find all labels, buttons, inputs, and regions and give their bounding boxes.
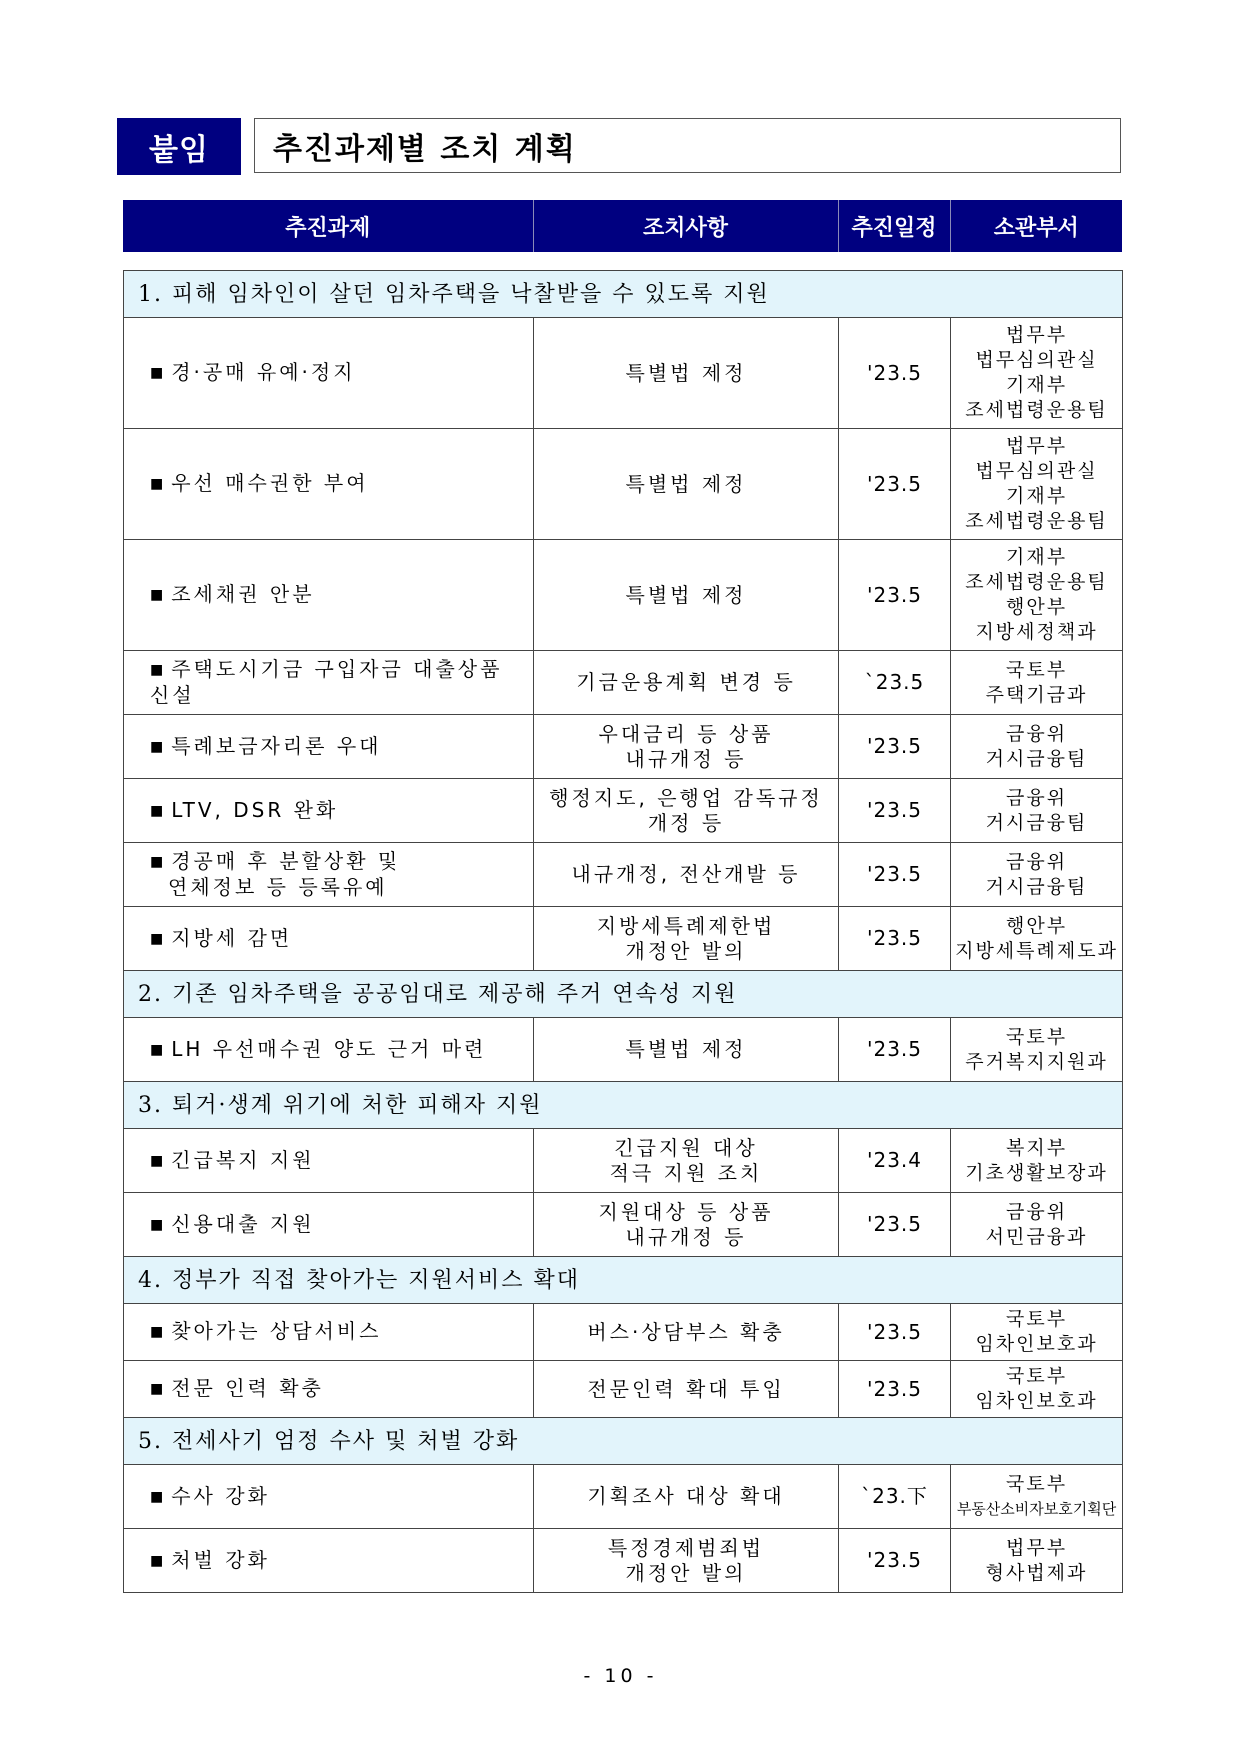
department-cell <box>951 843 1123 907</box>
action-text: 내규개정, 전산개발 등 <box>571 862 801 886</box>
square-bullet-icon: ■ <box>150 476 164 492</box>
action-text: 지방세특례제한법 <box>596 913 776 938</box>
action-text: 기획조사 대상 확대 <box>587 1484 785 1508</box>
department-text: 복지부 <box>1005 1136 1068 1159</box>
action-cell <box>534 1129 839 1193</box>
square-bullet-icon: ■ <box>150 1041 164 1058</box>
action-text: 내규개정 등 <box>625 1224 747 1249</box>
square-bullet-icon: ■ <box>150 1152 164 1169</box>
table-row <box>124 715 1123 779</box>
department-text: 조세법령운용팀 <box>965 399 1108 421</box>
department-cell <box>951 651 1123 715</box>
square-bullet-icon: ■ <box>150 802 164 819</box>
department-cell <box>951 318 1123 429</box>
department-cell <box>951 1018 1123 1082</box>
department-text: 법무심의관실 <box>975 349 1098 371</box>
action-text: 개정안 발의 <box>625 938 747 963</box>
square-bullet-icon: ■ <box>150 1381 164 1397</box>
department-text: 금융위 <box>1005 1200 1068 1223</box>
attachment-tag: 붙임 <box>117 118 241 175</box>
task-cell <box>124 429 534 540</box>
column-header-action: 조치사항 <box>533 200 838 252</box>
department-cell <box>951 907 1123 971</box>
department-cell <box>951 1129 1123 1193</box>
action-cell <box>534 1304 839 1361</box>
square-bullet-icon: ■ <box>150 662 164 678</box>
task-label: 우선 매수권한 부여 <box>171 471 369 495</box>
task-cell <box>124 1361 534 1418</box>
action-cell <box>534 1465 839 1529</box>
department-text: 금융위 <box>1005 786 1068 809</box>
table-row <box>124 1465 1123 1529</box>
department-cell <box>951 540 1123 651</box>
department-text: 임차인보호과 <box>975 1390 1098 1412</box>
page-title <box>254 118 1121 173</box>
schedule-cell: '23.5 <box>839 540 951 651</box>
department-text: 지방세정책과 <box>975 621 1098 643</box>
task-cell <box>124 540 534 651</box>
department-text: 기재부 <box>1005 546 1068 568</box>
schedule-cell: '23.5 <box>839 429 951 540</box>
department-text: 주거복지지원과 <box>965 1050 1108 1073</box>
task-label: LTV, DSR 완화 <box>171 797 339 822</box>
task-cell <box>124 651 534 715</box>
task-label: 특례보금자리론 우대 <box>171 733 382 758</box>
section-header-row <box>124 1082 1123 1129</box>
action-cell <box>534 651 839 715</box>
action-text: 개정 등 <box>647 810 725 835</box>
action-cell <box>534 843 839 907</box>
task-label: 수사 강화 <box>171 1483 270 1508</box>
task-cell <box>124 843 534 907</box>
department-text: 기재부 <box>1005 485 1068 507</box>
department-text: 거시금융팀 <box>985 747 1088 770</box>
department-text: 거시금융팀 <box>985 875 1088 898</box>
department-cell <box>951 1361 1123 1418</box>
table-row <box>124 1361 1123 1418</box>
section-header-row <box>124 1418 1123 1465</box>
task-cell <box>124 1129 534 1193</box>
task-label: 경공매 후 분할상환 및 <box>171 849 401 873</box>
table-row <box>124 779 1123 843</box>
table-row <box>124 843 1123 907</box>
action-text: 행정지도, 은행업 감독규정 <box>549 785 823 810</box>
department-cell <box>951 1304 1123 1361</box>
action-text: 특별법 제정 <box>625 1037 747 1061</box>
schedule-cell: '23.5 <box>839 1304 951 1361</box>
schedule-cell: '23.5 <box>839 318 951 429</box>
column-header-schedule: 추진일정 <box>838 200 950 252</box>
square-bullet-icon: ■ <box>150 1488 164 1505</box>
department-text: 금융위 <box>1005 850 1068 873</box>
schedule-cell: '23.5 <box>839 1529 951 1593</box>
action-text: 기금운용계획 변경 등 <box>576 670 796 694</box>
square-bullet-icon: ■ <box>150 854 164 870</box>
schedule-cell: '23.5 <box>839 1193 951 1257</box>
department-text: 조세법령운용팀 <box>965 510 1108 532</box>
task-cell <box>124 1529 534 1593</box>
schedule-cell: `23.5 <box>839 651 951 715</box>
department-text: 거시금융팀 <box>985 811 1088 834</box>
action-text: 특별법 제정 <box>625 360 747 385</box>
action-cell <box>534 540 839 651</box>
action-cell <box>534 779 839 843</box>
task-label: 연체정보 등 등록유예 <box>168 875 388 899</box>
task-cell <box>124 318 534 429</box>
department-text: 기재부 <box>1005 374 1068 396</box>
department-text: 임차인보호과 <box>975 1333 1098 1355</box>
department-cell <box>951 429 1123 540</box>
task-cell <box>124 715 534 779</box>
schedule-cell: '23.5 <box>839 779 951 843</box>
action-cell <box>534 715 839 779</box>
department-text: 주택기금과 <box>985 683 1088 706</box>
department-cell <box>951 1529 1123 1593</box>
square-bullet-icon: ■ <box>150 1324 164 1340</box>
square-bullet-icon: ■ <box>150 738 164 755</box>
task-text <box>150 875 529 900</box>
department-text: 행안부 <box>1005 596 1068 618</box>
action-text: 버스·상담부스 확충 <box>587 1319 785 1344</box>
task-cell <box>124 1193 534 1257</box>
square-bullet-icon: ■ <box>150 365 164 381</box>
schedule-cell: '23.5 <box>839 843 951 907</box>
task-cell <box>124 907 534 971</box>
action-text: 특별법 제정 <box>625 582 747 607</box>
task-label: 지방세 감면 <box>171 925 293 950</box>
action-cell <box>534 1361 839 1418</box>
action-cell <box>534 1193 839 1257</box>
page-number: - 10 - <box>583 1665 658 1687</box>
table-row <box>124 1529 1123 1593</box>
column-header-band <box>123 200 1122 252</box>
task-text <box>150 849 529 875</box>
department-cell <box>951 1465 1123 1529</box>
task-label: 조세채권 안분 <box>171 582 315 606</box>
action-text: 특별법 제정 <box>625 471 747 496</box>
action-plan-table <box>123 270 1123 1593</box>
department-text: 법무부 <box>1005 324 1068 346</box>
task-cell <box>124 1018 534 1082</box>
table-row <box>124 651 1123 715</box>
schedule-cell: '23.5 <box>839 1361 951 1418</box>
table-row <box>124 540 1123 651</box>
department-cell <box>951 779 1123 843</box>
schedule-cell: '23.5 <box>839 907 951 971</box>
section-title: 4. 정부가 직접 찾아가는 지원서비스 확대 <box>124 1257 1123 1304</box>
action-text: 긴급지원 대상 <box>614 1135 758 1160</box>
table-row <box>124 1304 1123 1361</box>
square-bullet-icon: ■ <box>150 587 164 603</box>
action-text: 내규개정 등 <box>625 746 747 771</box>
table-row <box>124 1129 1123 1193</box>
department-text: 서민금융과 <box>985 1225 1088 1248</box>
task-label: 긴급복지 지원 <box>171 1147 315 1172</box>
table-row <box>124 1018 1123 1082</box>
column-header-task: 추진과제 <box>123 200 533 252</box>
section-header-row <box>124 971 1123 1018</box>
department-text: 기초생활보장과 <box>965 1161 1108 1184</box>
task-label: 전문 인력 확충 <box>171 1376 324 1400</box>
task-cell <box>124 1304 534 1361</box>
page-title-text: 추진과제별 조치 계획 <box>273 131 577 167</box>
action-cell <box>534 907 839 971</box>
schedule-cell: '23.5 <box>839 1018 951 1082</box>
department-text: 금융위 <box>1005 722 1068 745</box>
task-label: 찾아가는 상담서비스 <box>171 1319 382 1343</box>
department-text: 국토부 <box>1005 658 1068 681</box>
section-title: 1. 피해 임차인이 살던 임차주택을 낙찰받을 수 있도록 지원 <box>124 271 1123 318</box>
action-text: 전문인력 확대 투입 <box>587 1376 785 1401</box>
square-bullet-icon: ■ <box>150 1552 164 1569</box>
section-title: 3. 퇴거·생계 위기에 처한 피해자 지원 <box>124 1082 1123 1129</box>
task-cell <box>124 1465 534 1529</box>
department-text: 국토부 <box>1005 1365 1068 1387</box>
department-text: 국토부 <box>1005 1025 1068 1048</box>
action-cell <box>534 1018 839 1082</box>
section-header-row <box>124 1257 1123 1304</box>
square-bullet-icon: ■ <box>150 930 164 947</box>
action-cell <box>534 1529 839 1593</box>
department-text: 국토부 <box>1005 1472 1068 1495</box>
action-text: 지원대상 등 상품 <box>598 1199 774 1224</box>
department-cell <box>951 1193 1123 1257</box>
task-label: 신용대출 지원 <box>171 1211 315 1236</box>
department-text: 행안부 <box>1005 914 1068 937</box>
table-row <box>124 429 1123 540</box>
task-label: 경·공매 유예·정지 <box>171 360 356 384</box>
department-text: 국토부 <box>1005 1308 1068 1330</box>
section-title: 5. 전세사기 엄정 수사 및 처벌 강화 <box>124 1418 1123 1465</box>
action-text: 특정경제범죄법 <box>607 1535 765 1560</box>
task-label: 처벌 강화 <box>171 1547 270 1572</box>
department-text: 법무부 <box>1005 1536 1068 1559</box>
schedule-cell: `23.下 <box>839 1465 951 1529</box>
action-cell <box>534 429 839 540</box>
department-cell <box>951 715 1123 779</box>
table-row <box>124 1193 1123 1257</box>
schedule-cell: '23.4 <box>839 1129 951 1193</box>
section-title: 2. 기존 임차주택을 공공임대로 제공해 주거 연속성 지원 <box>124 971 1123 1018</box>
table-row <box>124 907 1123 971</box>
department-text: 부동산소비자보호기획단 <box>956 1499 1117 1518</box>
department-text: 지방세특례제도과 <box>955 939 1118 962</box>
action-text: 우대금리 등 상품 <box>598 721 774 746</box>
department-text: 형사법제과 <box>985 1561 1088 1584</box>
section-header-row <box>124 271 1123 318</box>
department-text: 법무심의관실 <box>975 460 1098 482</box>
department-text: 조세법령운용팀 <box>965 571 1108 593</box>
task-label: 주택도시기금 구입자금 대출상품 신설 <box>150 657 503 707</box>
schedule-cell: '23.5 <box>839 715 951 779</box>
task-cell <box>124 779 534 843</box>
task-label: LH 우선매수권 양도 근거 마련 <box>171 1036 487 1061</box>
action-text: 적극 지원 조치 <box>609 1160 763 1185</box>
table-row <box>124 318 1123 429</box>
department-text: 법무부 <box>1005 435 1068 457</box>
column-header-department: 소관부서 <box>950 200 1122 252</box>
action-cell <box>534 318 839 429</box>
square-bullet-icon: ■ <box>150 1216 164 1233</box>
action-text: 개정안 발의 <box>625 1560 747 1585</box>
